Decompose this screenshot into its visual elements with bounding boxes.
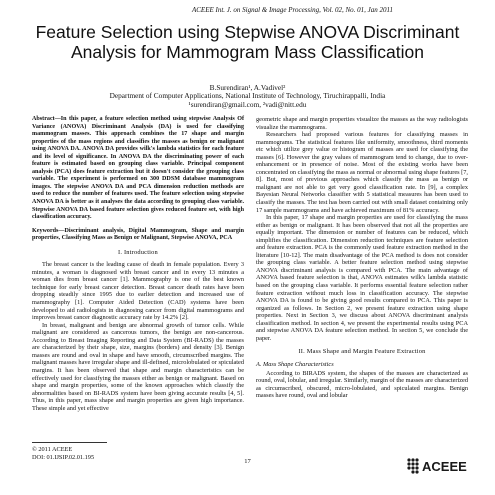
section-heading-introduction: I. Introduction — [118, 248, 158, 256]
running-head: ACEEE Int. J. on Signal & Image Processing, Vol. 02, No. 01, Jan 2011 — [191, 6, 394, 14]
intro-paragraph-2: In breast, malignant and benign are abnormal growth of tumor cells. While malignant are considered as cancerous tumors, the benign are non-cancerous. According to Breast Imaging Reporting and Data System (BI-RADS) the masses are characterized by their shape, size, margins (borders) and density [3]. Benign masses are round and oval in shape and have smooth, circumscribed margins. The malignant masses have irregular shape and ill-defined, microlobulated or spiculated margins. It has been observed that shape and margin characteristics can be effectively used for classifying the masses either as benign or malignant. Based on shape and margin properties, some of the known approaches which classify the abnormalities based on BI-RADS system have been giving accurate results [4, 5]. Thus, in this paper, mass shape and margin properties are given high importance. These simple and yet effective — [32, 321, 244, 412]
paper-title: Feature Selection using Stepwise ANOVA Discriminant Analysis for Mammogram Mass Classification — [35, 22, 460, 62]
author-emails: ¹surendiran@gmail.com, ²vadi@nitt.edu — [188, 99, 307, 109]
body-paragraph-researchers: Researchers had proposed various features for classifying masses in mammograms. The statistical features like uniformity, smoothness, third moments etc which utilize grey value or histogram of masses are used for classifying the masses [6]. However the gray values of mammogram tend to change, due to over-enhancement or in presence of noise. Most of the existing works have been concentrated on classifying the mass as normal or abnormal using shape features [7, 8]. But, most of previous approaches which classify the mass as benign or malignant are not able to get very good classification rate. In [9], a complex Bayesian Neural Networks classifier with 5 statistical measures has been used to classify the masses. The test has been carried out with small dataset containing only 17 sample mammograms and have achieved maximum of 81% accuracy. — [256, 131, 468, 214]
page-number: 17 — [244, 458, 251, 465]
abstract: Abstract—In this paper, a feature selection method using stepwise Analysis Of Variance (ANOVA) Discriminant Analysis (DA) is used for classifying mammogram masses. This approach combines the 17 shape and margin properties of the mass regions and classifies the masses as benign or malignant using ANOVA DA. ANOVA DA provides wilk's lambda statistics for each feature and its level of significance. In ANOVA DA the discriminating power of each feature is estimated based on grouping class variable. Principal component analysis (PCA) does feature extraction but it doesn't consider the grouping class variable. The experiment is performed on 300 DDSM database mammogram images. The stepwise ANOVA DA and PCA dimension reduction methods are used to reduce the number of features used. The feature selection using stepwise ANOVA DA is better as it analyses the data according to grouping class variable. Stepwise ANOVA DA based feature selection gives reduced feature set, with high classification accuracy. — [32, 116, 244, 221]
body-paragraph-birads: According to BIRADS system, the shapes of the masses are characterized as round, oval, lobular, and irregular. Similarly, margin of the masses are characterized as circumscribed, obscured, micro-lobulated, and spiculated margins. Benign masses have round, oval and lobular — [256, 369, 468, 400]
body-paragraph-this-paper: In this paper, 17 shape and margin properties are used for classifying the mass either as benign or malignant. It has been observed that not all the properties are equally important. The dimension or number of features can be reduced, which simplifies the classification. Dimension reduction techniques are feature selection and feature extraction. PCA is the commonly used feature extraction method in the literature [10-12]. The main disadvantage of the PCA method is does not consider the grouping class variable. A better feature selection method using stepwise ANOVA discriminant analysis is compared with PCA. The main advantage of ANOVA based feature selection is that, ANOVA estimates wilk's lambda statistic based on the grouping class variable. It performs essential feature selection rather feature extraction without much loss in classification accuracy. The stepwise ANOVA DA is found to be giving good results compared to PCA. This paper is organized as follows. In Section 2, we present feature extraction using shape properties. Next in Section 3, we discuss about ANOVA discriminant analysis classification method. In section 4, we present the experimental results using PCA and stepwise ANOVA DA feature selection method. In section 5, we conclude the paper. — [256, 214, 468, 342]
subsection-heading-shape: A. Mass Shape Characteristics — [256, 360, 334, 368]
section-heading-feature-extraction: II. Mass Shape and Margin Feature Extraction — [298, 348, 426, 356]
right-column — [256, 116, 468, 400]
doi-text: DOI: 01.IJSIP.02.01.195 — [32, 453, 95, 461]
left-column — [32, 116, 244, 412]
intro-paragraph-1: The breast cancer is the leading cause of death in female population. Every 3 minutes, a woman is diagnosed with breast cancer and in every 13 minutes a woman dies from breast cancer [1]. Mammography is one of the best known technique for early breast cancer detection. Breast cancer death rates have been dropping steadily since 1995 due to earlier detection and increased use of mammography [1]. Computer Aided Detection (CAD) systems have been developed to aid radiologists in diagnosing cancer from digital mammograms and improves breast cancer diagnostic accuracy rate by 14.2% [2]. — [32, 261, 244, 322]
author-block — [0, 84, 495, 109]
author-affiliation: Department of Computer Applications, National Institute of Technology, Tiruchirappalli, India — [109, 91, 386, 101]
footer-divider — [32, 442, 107, 443]
logo-text: ACEEE — [422, 459, 467, 474]
copyright-text: © 2011 ACEEE — [32, 446, 73, 453]
keywords: Keywords—Discriminant analysis, Digital Mammogram, Shape and margin properties, Classifying Mass as Benign or Malignant, Stepwise ANOVA, PCA — [32, 227, 244, 242]
author-names: B.Surendiran¹, A.Vadivel² — [209, 83, 286, 92]
aceee-logo — [405, 455, 475, 477]
body-paragraph-continued: geometric shape and margin properties visualize the masses as the way radiologists visualize the mammograms. — [256, 116, 468, 131]
